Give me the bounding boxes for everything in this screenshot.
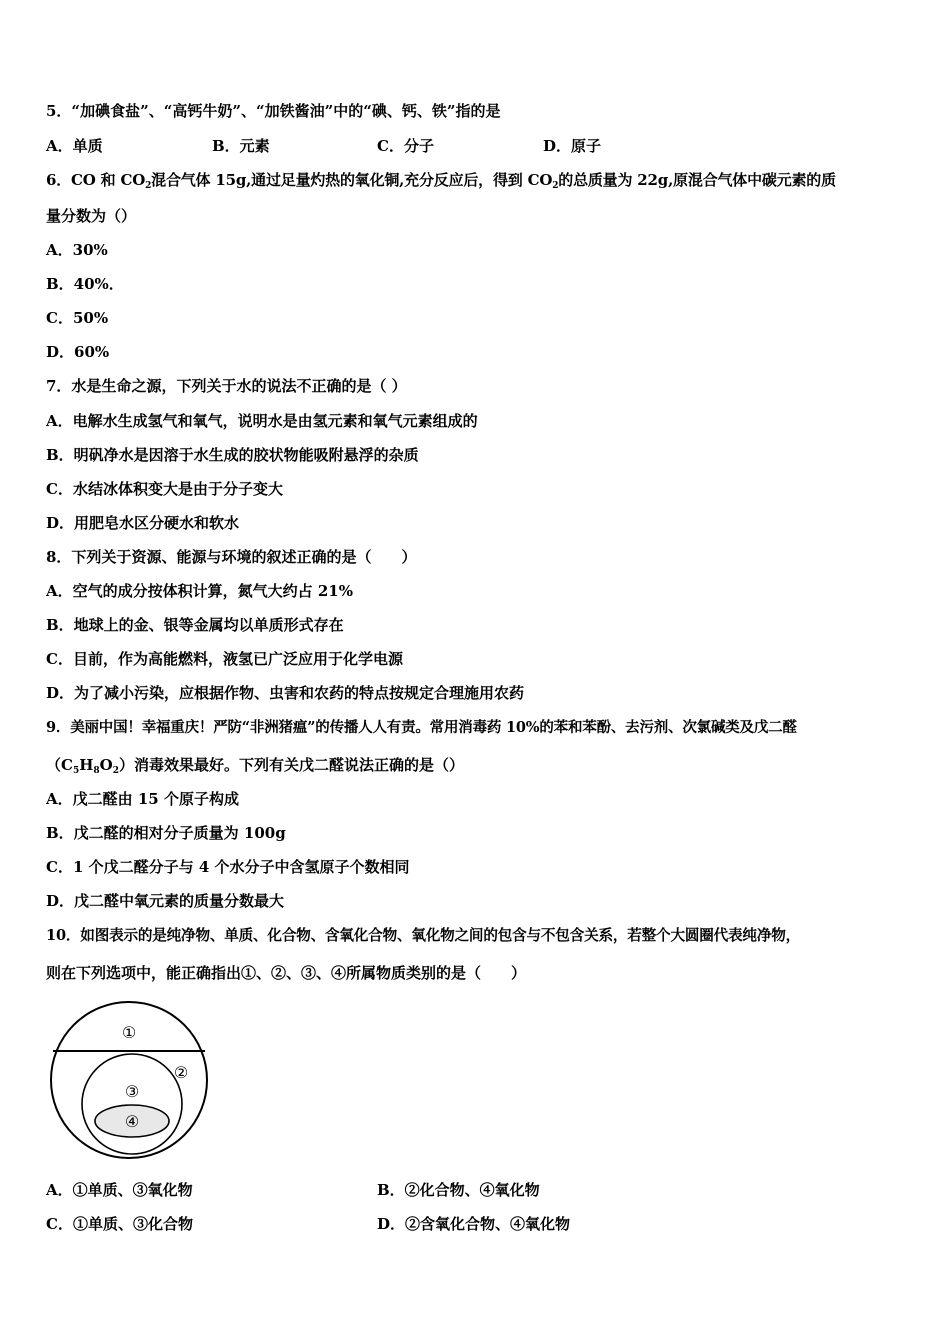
q5-option-c: C．分子 bbox=[377, 137, 434, 155]
diagram-label-4: ④ bbox=[124, 1112, 140, 1131]
q7-stem: 7．水是生命之源，下列关于水的说法不正确的是（ ） bbox=[46, 377, 407, 395]
q6-option-b: B．40%． bbox=[46, 275, 124, 293]
q9-option-c: C．1 个戊二醛分子与 4 个水分子中含氢原子个数相同 bbox=[46, 858, 410, 876]
q10-option-a: A．①单质、③氧化物 bbox=[46, 1181, 193, 1199]
q5-option-b: B．元素 bbox=[212, 137, 270, 155]
q10-option-c: C．①单质、③化合物 bbox=[46, 1215, 193, 1233]
q6-stem-line2: 量分数为（） bbox=[46, 207, 137, 225]
q9-stem-line1: 9．美丽中国！幸福重庆！严防“非洲猪瘟”的传播人人有责。常用消毒药 10%的苯和苯酚、去污剂、次氯碱类及戊二醛 bbox=[46, 719, 797, 736]
q8-option-a: A．空气的成分按体积计算，氮气大约占 21% bbox=[46, 582, 353, 600]
q9-option-d: D．戊二醛中氧元素的质量分数最大 bbox=[46, 892, 285, 910]
q6-option-c: C．50% bbox=[46, 309, 109, 327]
diagram-label-2: ② bbox=[173, 1063, 189, 1082]
q5-stem: 5．“加碘食盐”、“高钙牛奶”、“加铁酱油”中的“碘、钙、铁”指的是 bbox=[46, 102, 501, 120]
q9-option-a: A．戊二醛由 15 个原子构成 bbox=[46, 790, 239, 808]
q8-option-b: B．地球上的金、银等金属均以单质形式存在 bbox=[46, 616, 344, 634]
q10-stem-line1: 10．如图表示的是纯净物、单质、化合物、含氧化合物、氧化物之间的包含与不包含关系，若整个大圆圈代表纯净物， bbox=[46, 927, 800, 944]
q10-option-d: D．②含氧化合物、④氧化物 bbox=[377, 1215, 571, 1233]
q8-option-c: C．目前，作为高能燃料，液氢已广泛应用于化学电源 bbox=[46, 650, 403, 668]
q6-option-d: D．60% bbox=[46, 343, 110, 361]
q8-option-d: D．为了减小污染，应根据作物、虫害和农药的特点按规定合理施用农药 bbox=[46, 684, 525, 702]
q5-option-d: D．原子 bbox=[543, 137, 602, 155]
q10-stem-line2: 则在下列选项中，能正确指出①、②、③、④所属物质类别的是（ ） bbox=[46, 964, 527, 982]
classification-diagram bbox=[46, 1000, 216, 1165]
q5-option-a: A．单质 bbox=[46, 137, 103, 155]
q10-option-b: B．②化合物、④氧化物 bbox=[377, 1181, 540, 1199]
diagram-label-1: ① bbox=[121, 1023, 137, 1042]
diagram-label-3: ③ bbox=[124, 1082, 140, 1101]
q8-stem: 8．下列关于资源、能源与环境的叙述正确的是（ ） bbox=[46, 548, 417, 566]
q7-option-c: C．水结冰体积变大是由于分子变大 bbox=[46, 480, 283, 498]
q7-option-d: D．用肥皂水区分硬水和软水 bbox=[46, 514, 240, 532]
q6-option-a: A．30% bbox=[46, 241, 108, 259]
q9-option-b: B．戊二醛的相对分子质量为 100g bbox=[46, 824, 286, 842]
q7-option-a: A．电解水生成氢气和氧气，说明水是由氢元素和氧气元素组成的 bbox=[46, 412, 478, 430]
q6-stem-line1: 6．CO 和 $CO_2$混合气体 15g,通过足量灼热的氧化铜,充分反应后，得到 $CO_2$的总质量为 22g,原混合气体中碳元素的质 bbox=[46, 171, 836, 191]
q7-option-b: B．明矾净水是因溶于水生成的胶状物能吸附悬浮的杂质 bbox=[46, 446, 419, 464]
middle-circle bbox=[82, 1054, 182, 1154]
q9-stem-line2: $(C_5H_8O_2)$消毒效果最好。下列有关戊二醛说法正确的是（） bbox=[46, 756, 465, 776]
